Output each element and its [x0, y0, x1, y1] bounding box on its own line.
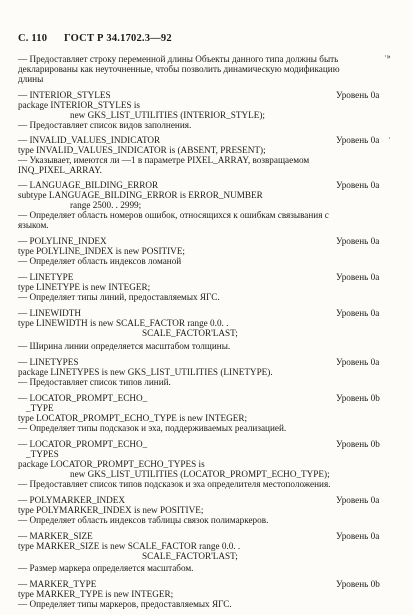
entry-title: — LINEWIDTH	[18, 308, 82, 318]
code-line: SCALE_FACTOR'LAST;	[142, 551, 238, 561]
entry-title-continued: _TYPES	[26, 449, 59, 459]
code-line: type POLYMARKER_INDEX is new POSITIVE;	[18, 505, 204, 515]
entry-title: — LOCATOR_PROMPT_ECHO_	[18, 393, 148, 403]
comment-line: — Предоставляет список видов заполнения.	[18, 120, 192, 130]
level-label: Уровень 0а	[336, 180, 380, 190]
code-line: type MARKER_TYPE is new INTEGER;	[18, 589, 174, 599]
text-line: декларированы как неуточненные, чтобы позволить динамическую модификацию	[18, 64, 340, 74]
code-line: new GKS_LIST_UTILITIES (LOCATOR_PROMPT_ECHO_TYPE);	[70, 469, 330, 479]
comment-line: — Определяет область номеров ошибок, относящихся к ошибкам связывания с	[18, 210, 329, 220]
entry-title: — INTERIOR_STYLES	[18, 90, 111, 100]
code-line: new GKS_LIST_UTILITIES (INTERIOR_STYLE);	[70, 110, 265, 120]
comment-line: — Указывает, имеются ли —1 в параметре PIXEL_ARRAY, возвращаемом	[18, 155, 310, 165]
page-header	[18, 33, 186, 44]
text-line: — Предоставляет строку переменной длины Объекты данного типа должны быть	[18, 54, 339, 64]
entry-title: — LOCATOR_PROMPT_ECHO_	[18, 439, 148, 449]
entry-title: — POLYMARKER_INDEX	[18, 495, 126, 505]
level-label: Уровень 0а	[336, 357, 380, 367]
level-label: Уровень 0b	[336, 579, 380, 589]
margin-mark: ·»	[384, 52, 391, 61]
code-line: package LOCATOR_PROMPT_ECHO_TYPES is	[18, 459, 205, 469]
entry-title: — INVALID_VALUES_INDICATOR	[18, 135, 161, 145]
comment-line: — Определяет область индексов ломаной	[18, 256, 182, 266]
standard-code: ГОСТ Р 34.1702.3—92	[64, 33, 172, 44]
level-label: Уровень 0а	[336, 90, 380, 100]
code-line: subtype LANGUAGE_BILDING_ERROR is ERROR_NUMBER	[18, 190, 263, 200]
entry-title-continued: _TYPE	[26, 403, 54, 413]
code-line: type POLYLINE_INDEX is new POSITIVE;	[18, 246, 185, 256]
comment-line: — Определяет типы подсказок и эха, поддерживаемых реализацией.	[18, 423, 287, 433]
comment-line: языком.	[18, 220, 49, 230]
code-line: type LINETYPE is new INTEGER;	[18, 282, 151, 292]
code-line: SCALE_FACTOR'LAST;	[142, 328, 238, 338]
code-line: range 2500. . 2999;	[70, 200, 142, 210]
level-label: Уровень 0а	[336, 135, 380, 145]
margin-mark: ·	[388, 134, 391, 143]
comment-line: — Предоставляет список типов подсказок и эха определителя местоположения.	[18, 479, 331, 489]
level-label: Уровень 0а	[336, 272, 380, 282]
level-label: Уровень 0b	[336, 393, 380, 403]
comment-line: — Определяет типы линий, предоставляемых ЯГС.	[18, 292, 220, 302]
comment-line: — Определяет область индексов таблицы связок полимаркеров.	[18, 515, 269, 525]
level-label: Уровень 0а	[336, 495, 380, 505]
code-line: package LINETYPES is new GKS_LIST_UTILITIES (LINETYPE).	[18, 367, 273, 377]
comment-line: — Определяет типы маркеров, предоставляемых ЯГС.	[18, 599, 232, 609]
comment-line: — Размер маркера определяется масштабом.	[18, 563, 194, 573]
entry-title: — LINETYPES	[18, 357, 79, 367]
code-line: package INTERIOR_STYLES is	[18, 100, 140, 110]
code-line: type MARKER_SIZE is new SCALE_FACTOR range 0.0. .	[18, 541, 241, 551]
entry-title: — LINETYPE	[18, 272, 74, 282]
level-label: Уровень 0а	[336, 531, 380, 541]
code-line: type LINEWIDTH is new SCALE_FACTOR range 0.0. .	[18, 318, 229, 328]
level-label: Уровень 0а	[336, 308, 380, 318]
entry-title: — MARKER_SIZE	[18, 531, 93, 541]
code-line: type INVALID_VALUES_INDICATOR is (ABSENT, PRESENT);	[18, 145, 266, 155]
comment-line: — Ширина линии определяется масштабом толщины.	[18, 341, 231, 351]
level-label: Уровень 0b	[336, 439, 380, 449]
level-label: Уровень 0а	[336, 236, 380, 246]
comment-line: — Предоставляет список типов линий.	[18, 377, 171, 387]
text-line: длины	[18, 74, 44, 84]
page-number: С. 110	[18, 33, 48, 44]
code-line: type LOCATOR_PROMPT_ECHO_TYPE is new INTEGER;	[18, 413, 248, 423]
entry-title: — POLYLINE_INDEX	[18, 236, 107, 246]
entry-title: — MARKER_TYPE	[18, 579, 97, 589]
entry-title: — LANGUAGE_BILDING_ERROR	[18, 180, 159, 190]
comment-line: INQ_PIXEL_ARRAY.	[18, 165, 102, 175]
